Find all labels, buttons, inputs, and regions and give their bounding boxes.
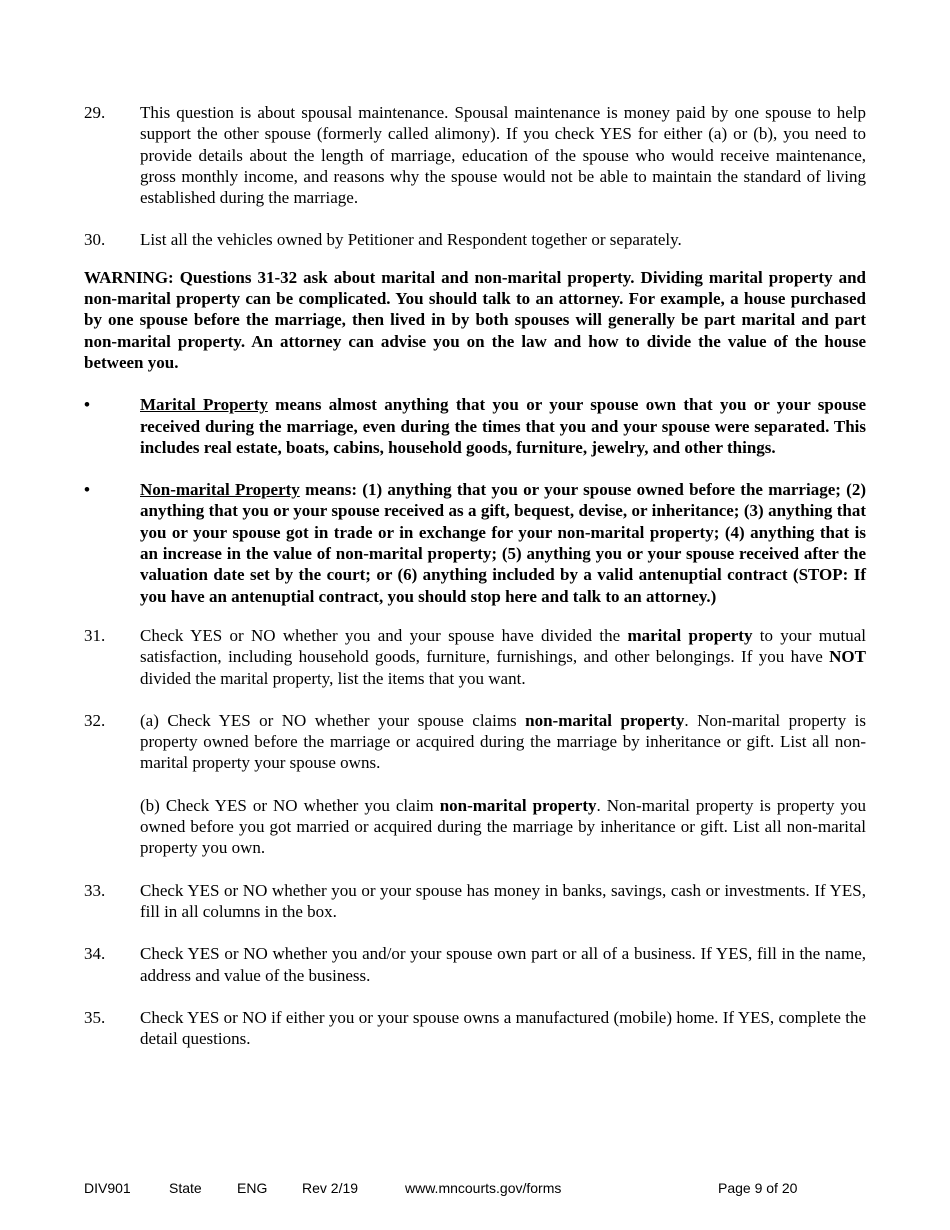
bullet-dot: •	[84, 395, 90, 415]
question-text	[140, 625, 866, 689]
definition: means: (1) anything that you or your spouse owned before the marriage; (2) anything that you or your spouse received as a gift, bequest, devise, or inheritance; (3) anything that you or your spouse got in trade or in exchange for your non-marital property; (4) anything that is an increase in the value of non-marital property; (5) anything you or your spouse received after the valuation date set by the court; or (6) anything included by a valid antenuptial contract (STOP: If you have an antenuptial contract, you should stop here and talk to an attorney.)	[140, 480, 866, 606]
bold-text: marital property	[627, 625, 753, 645]
text-part: (a) Check YES or NO whether your spouse claims	[140, 710, 526, 730]
question-number: 30.	[84, 230, 106, 250]
question-34	[84, 943, 866, 986]
bullet-text	[140, 479, 866, 607]
question-text: This question is about spousal maintenance. Spousal maintenance is money paid by one spouse to help support the other spouse (formerly called alimony). If you check YES for either (a) or (b), you need to provide details about the length of marriage, education of the spouse who would receive maintenance, gross monthly income, and reasons why the spouse would not be able to maintain the standard of living established during the marriage.	[140, 103, 866, 208]
bullet-non-marital-property	[84, 479, 866, 607]
forms-url[interactable]: www.mncourts.gov/forms	[405, 1180, 562, 1196]
question-number: 31.	[84, 625, 106, 645]
text-part: to your mutual satisfaction, including household goods, furniture, furnishings, and other belongings. If you have	[140, 625, 866, 667]
question-number: 29.	[84, 103, 106, 122]
question-number: 33.	[84, 880, 106, 900]
question-text: Check YES or NO whether you or your spouse has money in banks, savings, cash or investments. If YES, fill in all columns in the box.	[140, 880, 866, 921]
question-number: 34.	[84, 944, 106, 964]
warning-paragraph: WARNING: Questions 31-32 ask about marital and non-marital property. Dividing marital property and non-marital property can be complicated. You should talk to an attorney. For example, a house purchased by one spouse before the marriage, then lived in by both spouses will generally be part marital and part non-marital property. An attorney can advise you on the law and how to divide the value of the house between you.	[84, 267, 866, 372]
text-part: divided the marital property, list the items that you want.	[140, 668, 526, 688]
bold-text: NOT	[829, 647, 866, 667]
question-text: List all the vehicles owned by Petitioner and Respondent together or separately.	[140, 230, 682, 250]
term-marital-property: Marital Property	[140, 395, 268, 415]
page-number: Page 9 of 20	[718, 1180, 798, 1196]
question-30	[84, 229, 866, 250]
text-part: Check YES or NO whether you and your spouse have divided the	[140, 625, 628, 645]
form-code: DIV901	[84, 1180, 131, 1196]
question-text	[140, 710, 866, 859]
definition: means almost anything that you or your spouse own that you or your spouse received during the marriage, even during the times that you and your spouse were separated. This includes real estate, boats, cabins, household goods, furniture, jewelry, and other things.	[140, 395, 866, 457]
term-non-marital-property: Non-marital Property	[140, 480, 300, 500]
form-revision: Rev 2/19	[302, 1180, 359, 1196]
question-29	[84, 102, 866, 208]
bullet-dot: •	[84, 480, 90, 500]
text-part: . Non-marital property is property owned before the marriage or acquired during the marriage by inheritance or gift. List all non-marital property your spouse owns.	[140, 710, 866, 773]
question-31	[84, 625, 866, 689]
question-32a	[140, 710, 866, 774]
question-32b	[140, 795, 866, 859]
question-text: Check YES or NO whether you and/or your spouse own part or all of a business. If YES, fill in the name, address and value of the business.	[140, 944, 866, 985]
bold-text: non-marital property	[525, 710, 685, 730]
bullet-marital-property	[84, 394, 866, 458]
question-33	[84, 880, 866, 923]
question-number: 35.	[84, 1007, 106, 1027]
document-body	[84, 102, 866, 1049]
bullet-text	[140, 394, 866, 458]
text-part: (b) Check YES or NO whether you claim	[140, 795, 440, 815]
question-number: 32.	[84, 710, 106, 730]
form-state: State	[169, 1180, 202, 1196]
bold-text: non-marital property	[439, 795, 597, 815]
question-32	[84, 710, 866, 859]
text-part: . Non-marital property is property you owned before you got married or acquired during the marriage by inheritance or gift. List all non-marital property you own.	[140, 795, 866, 858]
form-language: ENG	[237, 1180, 268, 1196]
question-text: Check YES or NO if either you or your spouse owns a manufactured (mobile) home. If YES, complete the detail questions.	[140, 1007, 866, 1049]
question-35	[84, 1007, 866, 1050]
